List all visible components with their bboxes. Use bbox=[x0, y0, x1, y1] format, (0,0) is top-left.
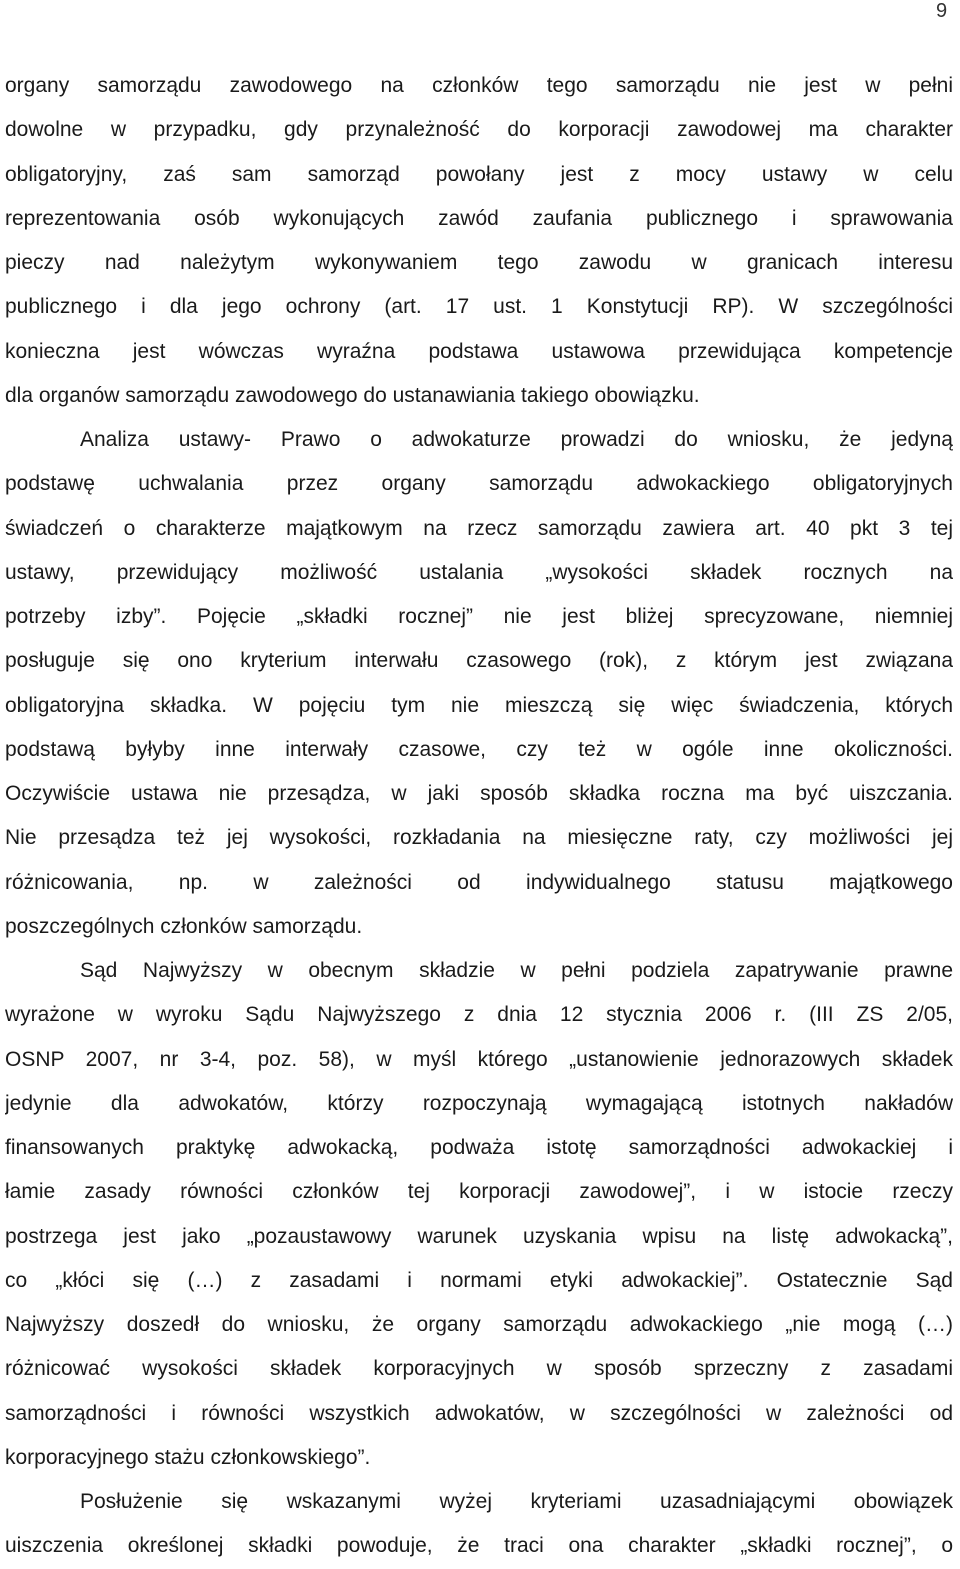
text-line: łamie zasady równości członków tej korporacji zawodowej”, i w istocie rzeczy bbox=[5, 1180, 953, 1204]
document-body bbox=[5, 64, 953, 1569]
text-line: samorządności i równości wszystkich adwokatów, w szczególności w zależności od bbox=[5, 1401, 953, 1425]
text-line: różnicować wysokości składek korporacyjnych w sposób sprzeczny z zasadami bbox=[5, 1357, 953, 1381]
text-line: różnicowania, np. w zależności od indywidualnego statusu majątkowego bbox=[5, 870, 953, 894]
text-line: jedynie dla adwokatów, którzy rozpoczynają wymagającą istotnych nakładów bbox=[5, 1091, 953, 1115]
text-line: Analiza ustawy- Prawo o adwokaturze prowadzi do wniosku, że jedyną bbox=[80, 428, 953, 451]
text-line: co „kłóci się (…) z zasadami i normami etyki adwokackiej”. Ostatecznie Sąd bbox=[5, 1268, 953, 1292]
text-line: świadczeń o charakterze majątkowym na rzecz samorządu zawiera art. 40 pkt 3 tej bbox=[5, 516, 953, 540]
page-number: 9 bbox=[936, 0, 948, 22]
text-line: finansowanych praktykę adwokacką, podważa istotę samorządności adwokackiej i bbox=[5, 1136, 953, 1159]
text-line: dla organów samorządu zawodowego do ustanawiania takiego obowiązku. bbox=[5, 383, 700, 407]
text-line: dowolne w przypadku, gdy przynależność do korporacji zawodowej ma charakter bbox=[5, 118, 953, 142]
text-line: Nie przesądza też jej wysokości, rozkładania na miesięczne raty, czy możliwości jej bbox=[5, 826, 953, 850]
text-line: postrzega jest jako „pozaustawowy warunek uzyskania wpisu na listę adwokacką”, bbox=[5, 1224, 953, 1248]
text-line: organy samorządu zawodowego na członków tego samorządu nie jest w pełni bbox=[5, 74, 953, 97]
text-line: korporacyjnego stażu członkowskiego”. bbox=[5, 1445, 371, 1469]
text-line: reprezentowania osób wykonujących zawód zaufania publicznego i sprawowania bbox=[5, 206, 953, 230]
text-line: podstawę uchwalania przez organy samorządu adwokackiego obligatoryjnych bbox=[5, 472, 953, 496]
text-line: poszczególnych członków samorządu. bbox=[5, 914, 363, 938]
text-line: Oczywiście ustawa nie przesądza, w jaki sposób składka roczna ma być uiszczania. bbox=[5, 782, 953, 805]
text-line: ustawy, przewidujący możliwość ustalania „wysokości składek rocznych na bbox=[5, 560, 953, 584]
text-line: obligatoryjny, zaś sam samorząd powołany jest z mocy ustawy w celu bbox=[5, 162, 953, 186]
text-line: OSNP 2007, nr 3-4, poz. 58), w myśl którego „ustanowienie jednorazowych składek bbox=[5, 1047, 953, 1071]
text-line: potrzeby izby”. Pojęcie „składki rocznej” nie jest bliżej sprecyzowane, niemniej bbox=[5, 605, 953, 628]
text-line: obligatoryjna składka. W pojęciu tym nie mieszczą się więc świadczenia, których bbox=[5, 693, 953, 717]
text-line: podstawą byłyby inne interwały czasowe, czy też w ogóle inne okoliczności. bbox=[5, 737, 953, 761]
text-line: pieczy nad należytym wykonywaniem tego zawodu w granicach interesu bbox=[5, 251, 953, 274]
text-line: konieczna jest wówczas wyraźna podstawa ustawowa przewidująca kompetencje bbox=[5, 339, 953, 363]
text-line: Posłużenie się wskazanymi wyżej kryteriami uzasadniającymi obowiązek bbox=[80, 1490, 953, 1513]
text-line: publicznego i dla jego ochrony (art. 17 ust. 1 Konstytucji RP). W szczególności bbox=[5, 295, 953, 319]
text-line: posługuje się ono kryterium interwału czasowego (rok), z którym jest związana bbox=[5, 649, 953, 673]
text-line: Sąd Najwyższy w obecnym składzie w pełni podziela zapatrywanie prawne bbox=[80, 959, 953, 982]
text-line: Najwyższy doszedł do wniosku, że organy samorządu adwokackiego „nie mogą (…) bbox=[5, 1313, 953, 1336]
text-line: uiszczenia określonej składki powoduje, że traci ona charakter „składki rocznej”, o bbox=[5, 1534, 953, 1558]
text-line: wyrażone w wyroku Sądu Najwyższego z dnia 12 stycznia 2006 r. (III ZS 2/05, bbox=[5, 1003, 953, 1027]
